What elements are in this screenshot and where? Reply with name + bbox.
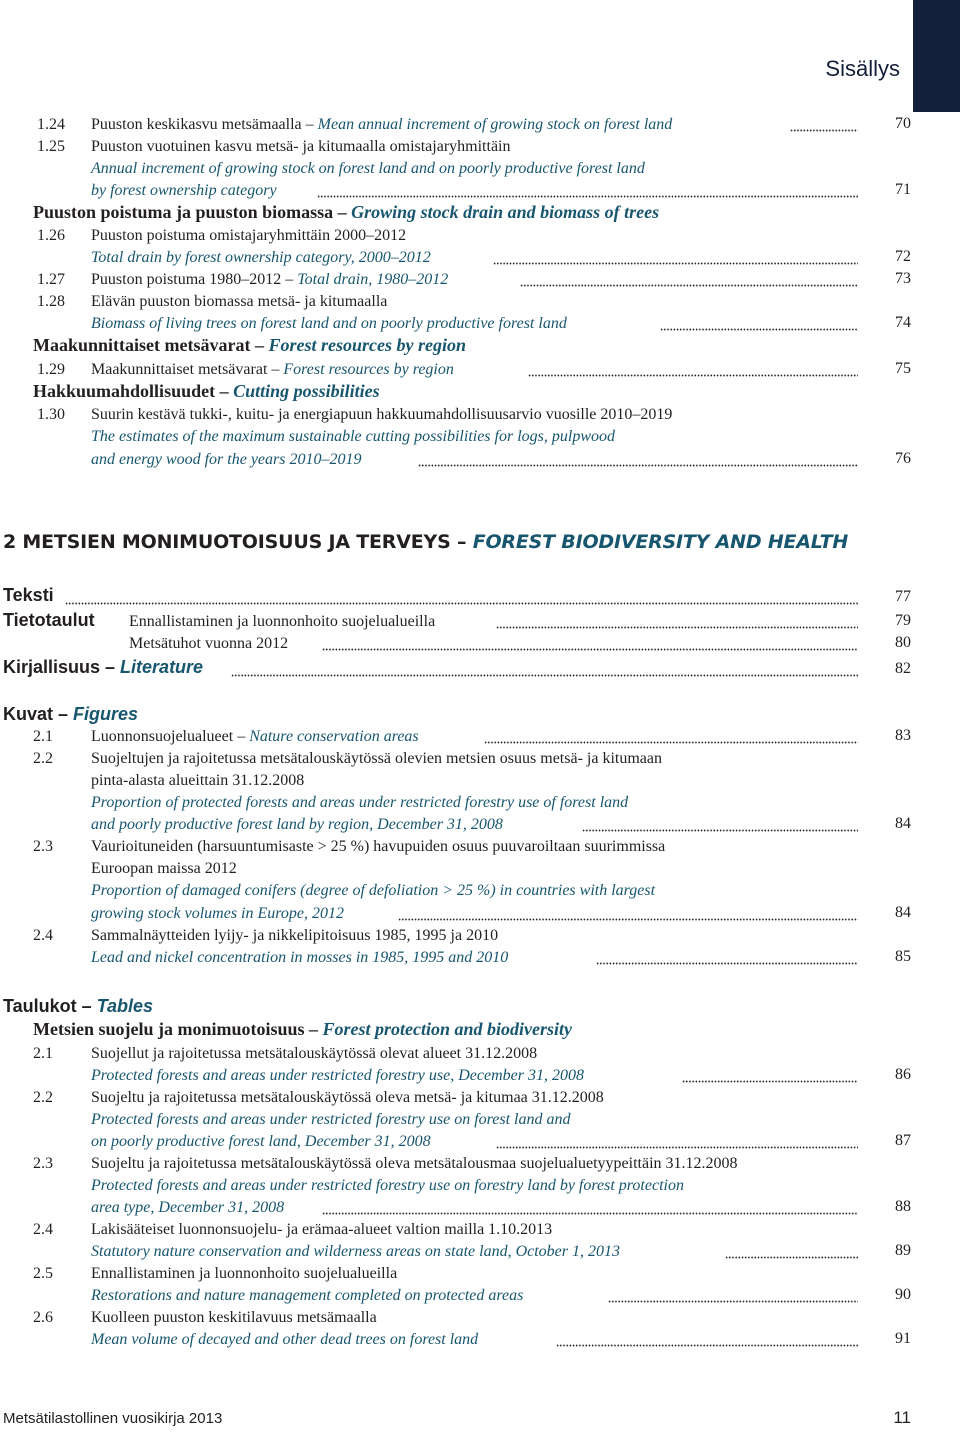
entry-title-fi[interactable]: Puuston vuotuinen kasvu metsä- ja kitumaalla omistajaryhmittäin [91, 138, 511, 155]
page-number: 83 [895, 727, 911, 744]
entry-number: 2.1 [33, 728, 53, 745]
page-number: 70 [895, 115, 911, 132]
entry-title-en: Mean annual increment of growing stock on forest land [317, 116, 673, 133]
entry-title-fi[interactable]: Suojeltu ja rajoitetussa metsätalouskäytössä oleva metsätalousmaa suojelualuetyypeittäin 31.12.2008 [91, 1155, 738, 1172]
page-number: 73 [895, 270, 911, 287]
leader-dots [660, 328, 858, 331]
entry-number: 2.3 [33, 838, 53, 855]
toc-entry-1-24-text[interactable] [91, 115, 672, 134]
leader-dots [322, 1212, 858, 1215]
leader-dots [484, 741, 858, 744]
toc-teksti[interactable]: Teksti [3, 585, 54, 605]
subsection-heading [33, 335, 466, 356]
toc-tietotaulu-item[interactable]: Metsätuhot vuonna 2012 [129, 635, 289, 652]
page-number: 89 [895, 1242, 911, 1259]
leader-dots [317, 195, 858, 198]
leader-dots [231, 674, 858, 677]
entry-title-en: by forest ownership category [91, 182, 277, 199]
entry-title-en: Protected forests and areas under restricted forestry use on forest land and [91, 1111, 571, 1128]
toc-entry-text[interactable] [91, 727, 419, 746]
page-number: 84 [895, 904, 911, 921]
entry-title-en: area type, December 31, 2008 [91, 1199, 285, 1216]
leader-dots [496, 1146, 858, 1149]
entry-title-en: Mean volume of decayed and other dead trees on forest land [91, 1331, 479, 1348]
entry-title-en: The estimates of the maximum sustainable cutting possibilities for logs, pulpwood [91, 428, 615, 445]
entry-number: 2.6 [33, 1309, 53, 1326]
toc-tietotaulu-item[interactable]: Ennallistaminen ja luonnonhoito suojelualueilla [129, 613, 436, 630]
page-number: 90 [895, 1286, 911, 1303]
subsection-heading [33, 381, 380, 402]
entry-title-en: Restorations and nature management completed on protected areas [91, 1287, 524, 1304]
page-number: 88 [895, 1198, 911, 1215]
entry-title-en: Protected forests and areas under restricted forestry use, December 31, 2008 [91, 1067, 584, 1084]
page-number: 76 [895, 450, 911, 467]
page-number: 71 [895, 181, 911, 198]
entry-title-fi: Maakunnittaiset metsävarat – [91, 361, 284, 378]
leader-dots [496, 626, 858, 629]
entry-title-fi[interactable]: Suurin kestävä tukki-, kuitu- ja energiapuun hakkuumahdollisuusarvio vuosille 2010–2019 [91, 406, 673, 423]
entry-number: 1.29 [37, 361, 65, 378]
entry-title-en: on poorly productive forest land, December 31, 2008 [91, 1133, 431, 1150]
heading-en: Forest protection and biodiversity [322, 1019, 573, 1039]
subsection-heading [33, 202, 659, 223]
leader-dots [556, 1344, 858, 1347]
entry-title-fi: Luonnonsuojelualueet – [91, 728, 250, 745]
page-number: 74 [895, 314, 911, 331]
entry-title-fi[interactable]: Suojeltu ja rajoitetussa metsätalouskäytössä oleva metsä- ja kitumaa 31.12.2008 [91, 1089, 604, 1106]
entry-title-fi: Puuston poistuma 1980–2012 – [91, 271, 298, 288]
heading-fi: Metsien suojelu ja monimuotoisuus – [33, 1019, 323, 1039]
entry-number: 1.30 [37, 406, 65, 423]
leader-dots [493, 262, 858, 265]
heading-en: Growing stock drain and biomass of trees [351, 202, 660, 222]
page-number: 79 [895, 612, 911, 629]
chapter-heading [3, 531, 848, 553]
entry-number: 1.28 [37, 293, 65, 310]
heading-fi: Taulukot – [3, 996, 97, 1016]
entry-title-fi[interactable]: Puuston poistuma omistajaryhmittäin 2000–2012 [91, 227, 407, 244]
page-number: 75 [895, 360, 911, 377]
page-number: 87 [895, 1132, 911, 1149]
entry-title-en: Total drain, 1980–2012 [297, 271, 449, 288]
section-title: Sisällys [825, 56, 900, 81]
page-number: 82 [895, 660, 911, 677]
entry-number: 2.4 [33, 1221, 53, 1238]
heading-fi: Kirjallisuus – [3, 657, 121, 677]
toc-entry-1-24[interactable] [37, 115, 65, 134]
entry-number: 2.5 [33, 1265, 53, 1282]
entry-title-fi[interactable]: Suojeltujen ja rajoitetussa metsätalouskäytössä olevien metsien osuus metsä- ja kitumaan [91, 750, 662, 767]
page-number: 91 [895, 1330, 911, 1347]
toc-tietotaulut-label: Tietotaulut [3, 610, 95, 630]
chapter-heading-fi: 2 METSIEN MONIMUOTOISUUS JA TERVEYS – [3, 531, 473, 553]
entry-title-fi: Puuston keskikasvu metsämaalla – [91, 116, 318, 133]
heading-en: Figures [73, 704, 139, 724]
entry-title-en: Forest resources by region [283, 361, 454, 378]
entry-title-en: Annual increment of growing stock on forest land and on poorly productive forest land [91, 160, 645, 177]
entry-title-en: growing stock volumes in Europe, 2012 [91, 905, 345, 922]
entry-title-fi: Euroopan maissa 2012 [91, 860, 237, 877]
leader-dots [528, 374, 858, 377]
heading-fi: Maakunnittaiset metsävarat – [33, 335, 269, 355]
page-number: 80 [895, 634, 911, 651]
heading-en: Tables [96, 996, 154, 1016]
heading-en: Cutting possibilities [233, 381, 380, 401]
figures-heading [3, 704, 138, 725]
leader-dots [322, 648, 858, 651]
leader-dots [682, 1080, 858, 1083]
leader-dots [725, 1256, 858, 1259]
leader-dots [520, 284, 858, 287]
heading-en: Literature [120, 657, 204, 677]
entry-title-en: Proportion of protected forests and areas under restricted forestry use of forest land [91, 794, 629, 811]
entry-title-en: and energy wood for the years 2010–2019 [91, 451, 362, 468]
page-number: 86 [895, 1066, 911, 1083]
leader-dots [790, 129, 858, 132]
entry-title-fi[interactable]: Suojellut ja rajoitetussa metsätalouskäytössä olevat alueet 31.12.2008 [91, 1045, 538, 1062]
entry-number: 1.27 [37, 271, 65, 288]
leader-dots [418, 464, 858, 467]
entry-title-fi[interactable]: Sammalnäytteiden lyijy- ja nikkelipitoisuus 1985, 1995 ja 2010 [91, 927, 499, 944]
section-tab [913, 0, 960, 112]
entry-number: 2.2 [33, 750, 53, 767]
entry-title-fi[interactable]: Ennallistaminen ja luonnonhoito suojelualueilla [91, 1265, 398, 1282]
footer-page-number: 11 [893, 1408, 911, 1427]
entry-title-en: Total drain by forest ownership category, 2000–2012 [91, 249, 431, 266]
entry-title-en: Lead and nickel concentration in mosses in 1985, 1995 and 2010 [91, 949, 509, 966]
subsection-heading [33, 1019, 572, 1040]
leader-dots [65, 602, 858, 605]
entry-title-en: Biomass of living trees on forest land and on poorly productive forest land [91, 315, 567, 332]
entry-number: 2.4 [33, 927, 53, 944]
toc-entry-text[interactable] [91, 270, 448, 289]
leader-dots [596, 962, 858, 965]
entry-number: 1.25 [37, 138, 65, 155]
entry-title-en: and poorly productive forest land by region, December 31, 2008 [91, 816, 503, 833]
toc-kirjallisuus[interactable] [3, 657, 203, 678]
entry-title-en: Nature conservation areas [249, 728, 419, 745]
entry-title-en: Proportion of damaged conifers (degree of defoliation > 25 %) in countries with largest [91, 882, 656, 899]
leader-dots [608, 1300, 858, 1303]
entry-title-fi[interactable]: Vaurioituneiden (harsuuntumisaste > 25 %) havupuiden osuus puuvaroiltaan suurimmissa [91, 838, 666, 855]
page-number: 72 [895, 248, 911, 265]
heading-fi: Kuvat – [3, 704, 74, 724]
entry-title-en: Protected forests and areas under restricted forestry use on forestry land by forest protection [91, 1177, 684, 1194]
entry-number: 2.1 [33, 1045, 53, 1062]
chapter-heading-en: FOREST BIODIVERSITY AND HEALTH [472, 531, 849, 553]
footer-publication: Metsätilastollinen vuosikirja 2013 [3, 1410, 223, 1427]
entry-title-fi[interactable]: Lakisääteiset luonnonsuojelu- ja erämaa-alueet valtion mailla 1.10.2013 [91, 1221, 553, 1238]
page-number: 85 [895, 948, 911, 965]
heading-fi: Hakkuumahdollisuudet – [33, 381, 234, 401]
leader-dots [398, 918, 858, 921]
page-number: 84 [895, 815, 911, 832]
entry-title-fi: pinta-alasta alueittain 31.12.2008 [91, 772, 305, 789]
entry-title-fi[interactable]: Kuolleen puuston keskitilavuus metsämaalla [91, 1309, 377, 1326]
entry-number: 2.2 [33, 1089, 53, 1106]
entry-number: 2.3 [33, 1155, 53, 1172]
entry-number: 1.26 [37, 227, 65, 244]
entry-number: 1.24 [37, 116, 65, 133]
toc-entry-text[interactable] [91, 360, 454, 379]
tables-heading [3, 996, 153, 1017]
entry-title-fi[interactable]: Elävän puuston biomassa metsä- ja kitumaalla [91, 293, 388, 310]
heading-en: Forest resources by region [268, 335, 466, 355]
page-number: 77 [895, 588, 911, 605]
heading-fi: Puuston poistuma ja puuston biomassa – [33, 202, 352, 222]
entry-title-en: Statutory nature conservation and wilderness areas on state land, October 1, 2013 [91, 1243, 620, 1260]
leader-dots [582, 829, 858, 832]
